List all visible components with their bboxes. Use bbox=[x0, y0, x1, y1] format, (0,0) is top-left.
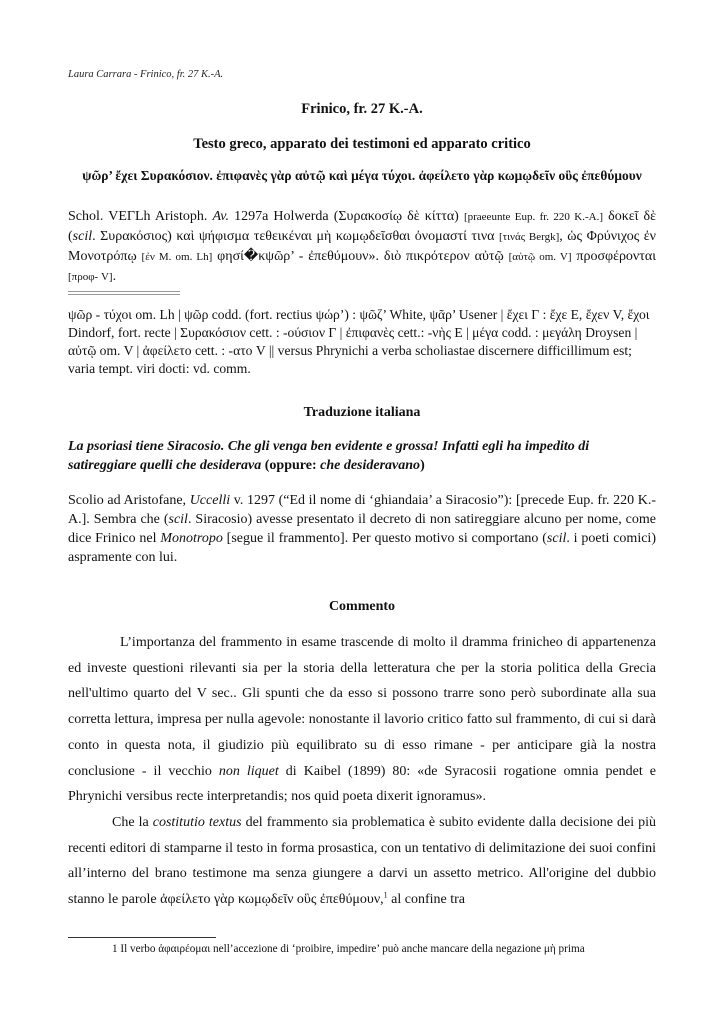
scolio-part: scil bbox=[546, 531, 567, 546]
translation-text: La psoriasi tiene Siracosio. Che gli venga ben evidente e grossa! Infatti egli ha impedito di satireggiare quelli che desiderava bbox=[68, 439, 590, 473]
apparatus-divider bbox=[68, 294, 180, 295]
critical-apparatus: ψῶρ - τύχοι om. Lh | ψῶρ codd. (fort. rectius ψώρ’) : ψῶζ’ White, ψᾶρ’ Usener | ἔχει Γ : ἔχε E, ἔχεν V, ἔχοι Dindorf, fort. recte | Συρακόσιον cett. : -ούσιον Γ | ἐπιφανὲς cett.: -νὴς E | μέγα codd. : μεγάλη Droysen | αὐτῷ om. V | ἀφείλετο cett. : -ατο V || versus Phrynichi a verba scholiastae discernere difficillimum est; varia tempt. viri docti: vd. comm. bbox=[68, 307, 650, 376]
scholion-part: . bbox=[112, 269, 117, 284]
scolio-part: Scolio ad Aristofane, bbox=[68, 493, 190, 508]
scholion-bracket: [ἐν M. om. Lh] bbox=[141, 251, 213, 263]
commentary-body bbox=[68, 630, 656, 913]
scolio-part: Uccelli bbox=[189, 493, 231, 508]
commentary-text: al confine tra bbox=[387, 892, 466, 908]
scholion-part: φησί�κψῶρ’ - ἐπεθύμουν». διὸ πικρότερον αὐτῷ bbox=[212, 249, 509, 264]
scolio-part: scil bbox=[168, 512, 188, 527]
scholion-part: δοκεῖ δὲ ( bbox=[68, 209, 656, 244]
scolio-part: [segue il frammento]. Per questo motivo si comportano ( bbox=[222, 531, 547, 546]
running-header: Laura Carrara - Frinico, fr. 27 K.-A. bbox=[68, 69, 224, 80]
commentary-text: di Kaibel (1899) 80: «de Syracosii rogatione omnia pendet e Phrynichi versibus recte interpretandis; nos quid poeta dixerit ignoramus». bbox=[68, 763, 657, 805]
scholion-part: . Συρακόσιος) καὶ ψήφισμα τεθεικέναι μὴ κωμῳδεῖσθαι ὀνομαστί τινα bbox=[92, 229, 500, 244]
commentary-heading: Commento bbox=[328, 599, 396, 614]
scholion-part: scil bbox=[72, 229, 93, 244]
scholion-part: 1297a Holwerda (Συρακοσίῳ δὲ κίττα) bbox=[228, 209, 464, 224]
apparatus-divider bbox=[68, 291, 180, 292]
scholion-part: Av. bbox=[212, 209, 229, 224]
commentary-text: L’importanza del frammento in esame trascende di molto il dramma frinicheo di appartenenza ed investe questioni rilevanti sia per la storia della letteratura che per la storia politica della Grecia nell'ultimo quarto del V sec.. Gli spunti che da esso si possono trarre sono però subordinate alla sua corretta lettura, impresa per nulla agevole: nonostante il lavorio critico fatto sul frammento, di cui si darà conto in questa nota, il giudizio più equilibrato su di esso rimane - per anticipare già la nostra conclusione - il vecchio bbox=[68, 635, 656, 779]
scholion-bracket: [αὐτῷ om. V] bbox=[508, 251, 572, 263]
footnote-1: 1 Il verbo ἀφαιρέομαι nell’accezione di ‘proibire, impedire’ può anche mancare della negazione μὴ prima bbox=[112, 943, 585, 955]
footnote-ref[interactable]: 1 bbox=[383, 890, 388, 900]
scholion-testimonium bbox=[68, 207, 656, 287]
italian-translation bbox=[68, 437, 656, 475]
scholion-bracket: [τινάς Bergk] bbox=[499, 231, 560, 243]
scholion-part: Schol. VEΓLh Aristoph. bbox=[68, 209, 213, 224]
scholion-part: προσφέρονται bbox=[571, 249, 656, 264]
commentary-paragraph-2 bbox=[68, 810, 656, 913]
scolio-part: . i poeti comici) aspramente con lui. bbox=[68, 531, 656, 565]
scolio-part: . Siracosio) avesse presentato il decreto di non satireggiare alcuno per nome, come dice Frinico nel bbox=[68, 512, 656, 546]
commentary-text: Che la bbox=[112, 814, 153, 830]
translation-heading: Traduzione italiana bbox=[303, 405, 421, 420]
scholion-translation bbox=[68, 491, 656, 567]
section-subtitle: Testo greco, apparato dei testimoni ed apparato critico bbox=[193, 136, 531, 152]
footnote-divider bbox=[68, 937, 216, 938]
scolio-part: Monotropo bbox=[160, 531, 223, 546]
scholion-part: , ὡς Φρύνιχος ἐν Μονοτρόπῳ bbox=[68, 229, 657, 264]
commentary-text: costitutio textus bbox=[152, 814, 242, 830]
greek-fragment-text: ψῶρ’ ἔχει Συρακόσιον. ἐπιφανὲς γὰρ αὐτῷ καὶ μέγα τύχοι. ἀφείλετο γὰρ κωμῳδεῖν οὓς ἐπεθύμουν bbox=[82, 168, 642, 183]
article-title: Frinico, fr. 27 K.-A. bbox=[301, 101, 423, 117]
commentary-text: del frammento sia problematica è subito evidente dalla decisione dei più recenti editori di stamparne il testo in forma prosastica, con un tentativo di delimitazione dei suoi confini all’interno del brano testimone ma senza giungere a darvi un assetto metrico. All'origine del dubbio stanno le parole ἀφείλετο γὰρ κωμῳδεῖν οὓς ἐπεθύμουν, bbox=[68, 814, 657, 908]
commentary-text: non liquet bbox=[218, 763, 279, 779]
translation-alt: che desideravano bbox=[320, 458, 421, 473]
scolio-part: v. 1297 (“Ed il nome di ‘ghiandaia’ a Siracosio”): [precede Eup. fr. 220 K.-A.]. Sembra che ( bbox=[68, 493, 656, 527]
translation-alt-open: (oppure: bbox=[261, 458, 321, 473]
scholion-bracket: [προφ- V] bbox=[68, 271, 113, 283]
translation-alt-close: ) bbox=[420, 458, 425, 473]
scholion-bracket: [praeeunte Eup. fr. 220 K.-A.] bbox=[463, 211, 603, 223]
commentary-paragraph-1 bbox=[68, 630, 656, 810]
